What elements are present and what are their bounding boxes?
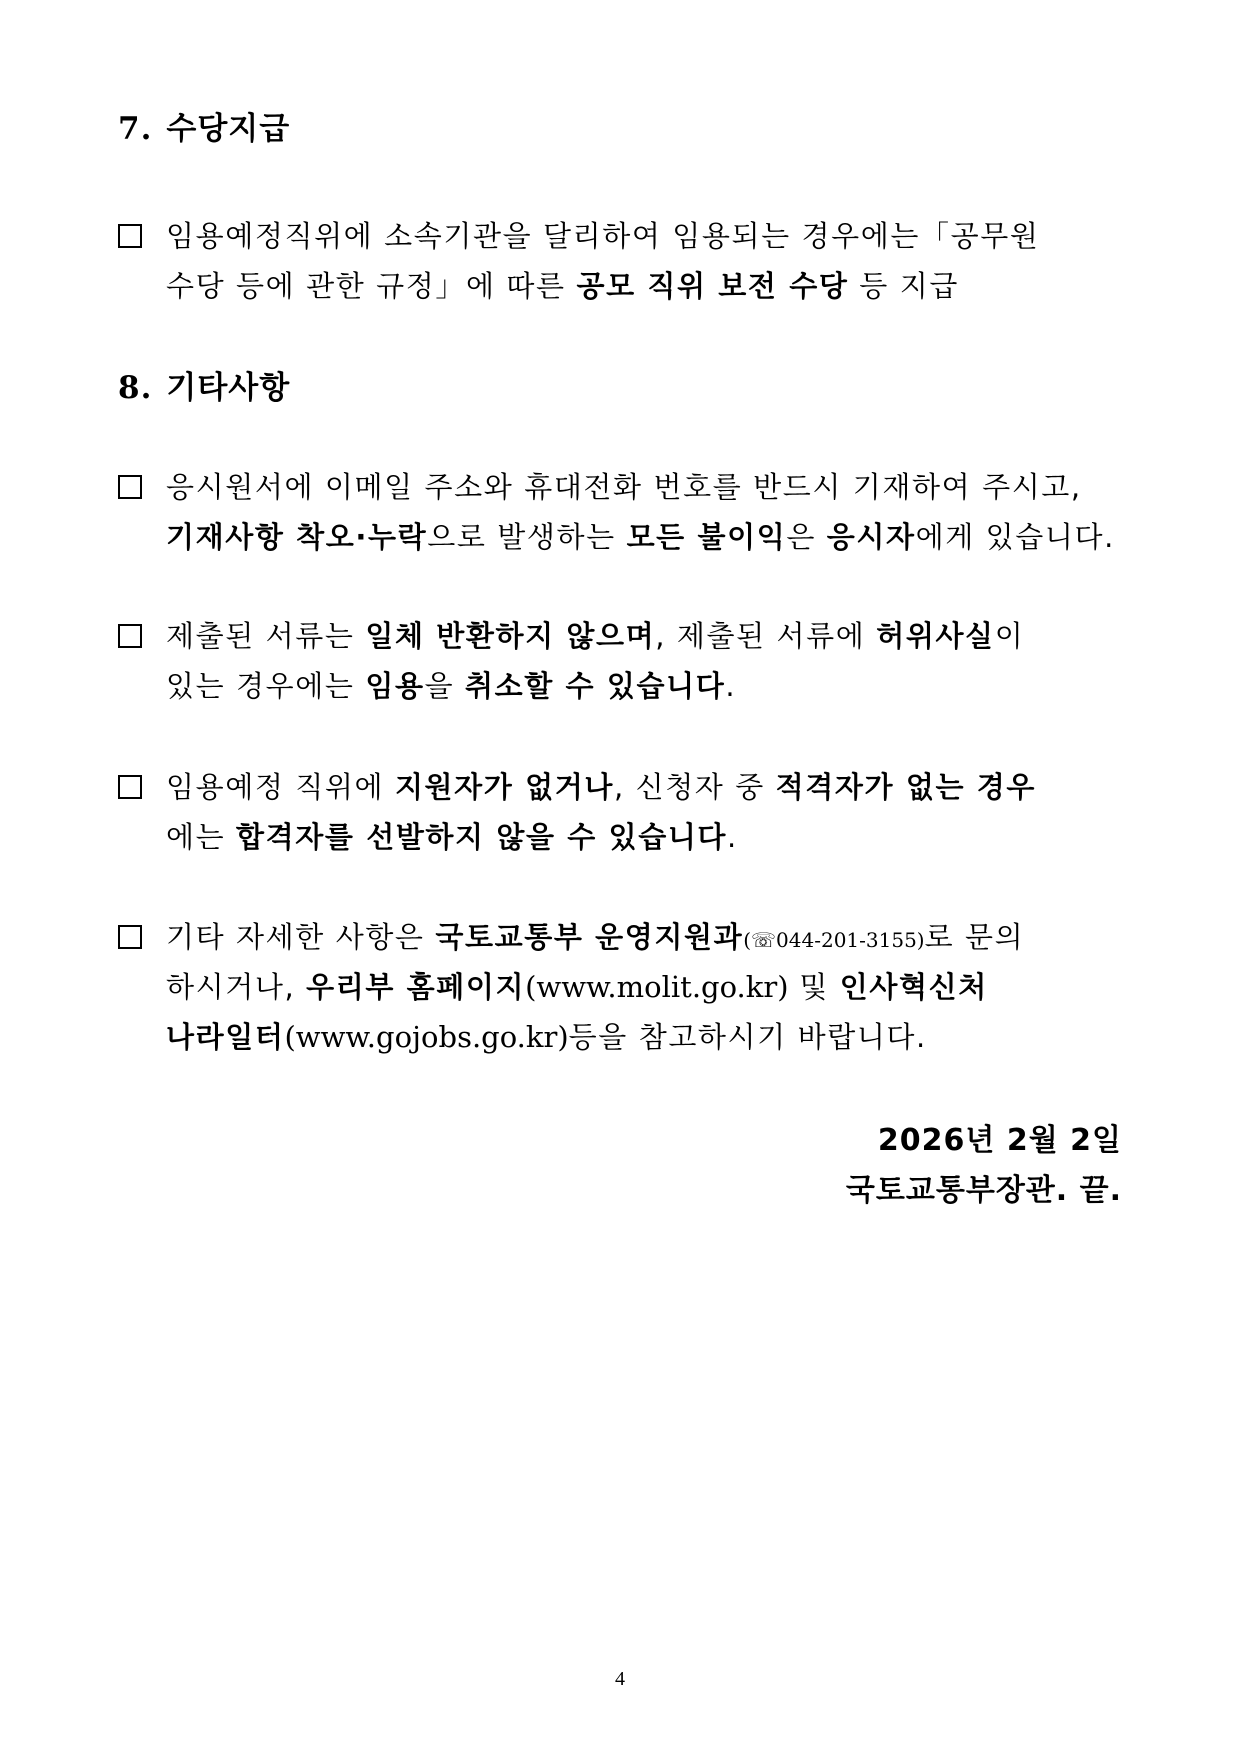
text-segment: , 제출된 서류에 bbox=[655, 619, 877, 653]
text-segment: . bbox=[727, 820, 738, 854]
checkbox-icon bbox=[118, 775, 142, 799]
page-number: 4 bbox=[615, 1668, 625, 1690]
text-segment: 있는 경우에는 bbox=[166, 669, 366, 703]
section-number: 7. bbox=[118, 111, 153, 147]
emphasis-text: 합격자를 선발하지 않을 수 있습니다 bbox=[236, 820, 728, 854]
text-segment: 하시거나, bbox=[166, 970, 307, 1004]
item-line bbox=[166, 219, 1039, 253]
text-segment: 에게 있습니다. bbox=[915, 520, 1115, 554]
item-line bbox=[166, 770, 1036, 804]
emphasis-text: 국토교통부 운영지원과 bbox=[435, 920, 744, 954]
item-line bbox=[166, 619, 1024, 653]
emphasis-text: 응시자 bbox=[826, 520, 916, 554]
text-segment: , 신청자 중 bbox=[613, 770, 776, 804]
emphasis-text: 일체 반환하지 않으며 bbox=[365, 619, 656, 653]
text-segment: 임용예정 직위에 bbox=[166, 770, 395, 804]
text-segment: 제출된 서류는 bbox=[166, 619, 366, 653]
issuer-signature: 국토교통부장관. 끝. bbox=[845, 1173, 1122, 1208]
emphasis-text: 공모 직위 보전 수당 bbox=[576, 269, 849, 303]
text-segment: 수당 등에 관한 규정」에 따른 bbox=[166, 269, 577, 303]
item-line bbox=[166, 820, 738, 854]
text-segment: 응시원서에 이메일 주소와 휴대전화 번호를 반드시 기재하여 주시고, bbox=[166, 470, 1082, 504]
text-segment: 및 bbox=[788, 970, 840, 1004]
emphasis-text: 나라일터 bbox=[166, 1020, 285, 1054]
text-segment: 임용예정직위에 소속기관을 달리하여 임용되는 경우에는「공무원 bbox=[166, 219, 1040, 253]
checkbox-icon bbox=[118, 224, 142, 248]
item-line bbox=[166, 920, 1024, 957]
text-segment: 기타 자세한 사항은 bbox=[166, 920, 436, 954]
emphasis-text: 허위사실 bbox=[876, 619, 995, 653]
text-segment: 등 지급 bbox=[848, 269, 959, 303]
item-line bbox=[166, 520, 1115, 554]
emphasis-text: 기재사항 착오·누락 bbox=[166, 520, 428, 554]
section-title-7 bbox=[118, 103, 290, 148]
emphasis-text: 임용 bbox=[365, 669, 425, 703]
emphasis-text: 취소할 수 있습니다 bbox=[465, 669, 726, 703]
section-heading: 수당지급 bbox=[166, 111, 291, 147]
text-segment: 이 bbox=[994, 619, 1025, 653]
item-line bbox=[166, 970, 988, 1004]
text-segment: (www.gojobs.go.kr) bbox=[284, 1020, 569, 1054]
issue-date: 2026년 2월 2일 bbox=[877, 1123, 1122, 1158]
text-segment: 으로 발생하는 bbox=[427, 520, 627, 554]
section-title-8 bbox=[118, 362, 290, 407]
section-number: 8. bbox=[118, 370, 153, 406]
checkbox-icon bbox=[118, 925, 142, 949]
item-line bbox=[166, 470, 1082, 504]
emphasis-text: 인사혁신처 bbox=[839, 970, 988, 1004]
item-line bbox=[166, 1020, 927, 1054]
checkbox-icon bbox=[118, 475, 142, 499]
emphasis-text: 우리부 홈페이지 bbox=[306, 970, 526, 1004]
item-line bbox=[166, 269, 959, 303]
emphasis-text: 지원자가 없거나 bbox=[394, 770, 614, 804]
checkbox-icon bbox=[118, 624, 142, 648]
text-segment: 을 bbox=[424, 669, 465, 703]
text-segment: 로 문의 bbox=[924, 920, 1025, 954]
text-segment: (☏044-201-3155) bbox=[743, 928, 925, 952]
section-heading: 기타사항 bbox=[166, 370, 291, 406]
text-segment: 에는 bbox=[166, 820, 237, 854]
text-segment: . bbox=[725, 669, 737, 703]
text-segment: 은 bbox=[786, 520, 827, 554]
item-line bbox=[166, 669, 736, 703]
emphasis-text: 적격자가 없는 경우 bbox=[775, 770, 1036, 804]
emphasis-text: 모든 불이익 bbox=[626, 520, 787, 554]
text-segment: 등을 참고하시기 바랍니다. bbox=[568, 1020, 927, 1054]
text-segment: (www.molit.go.kr) bbox=[525, 970, 789, 1004]
